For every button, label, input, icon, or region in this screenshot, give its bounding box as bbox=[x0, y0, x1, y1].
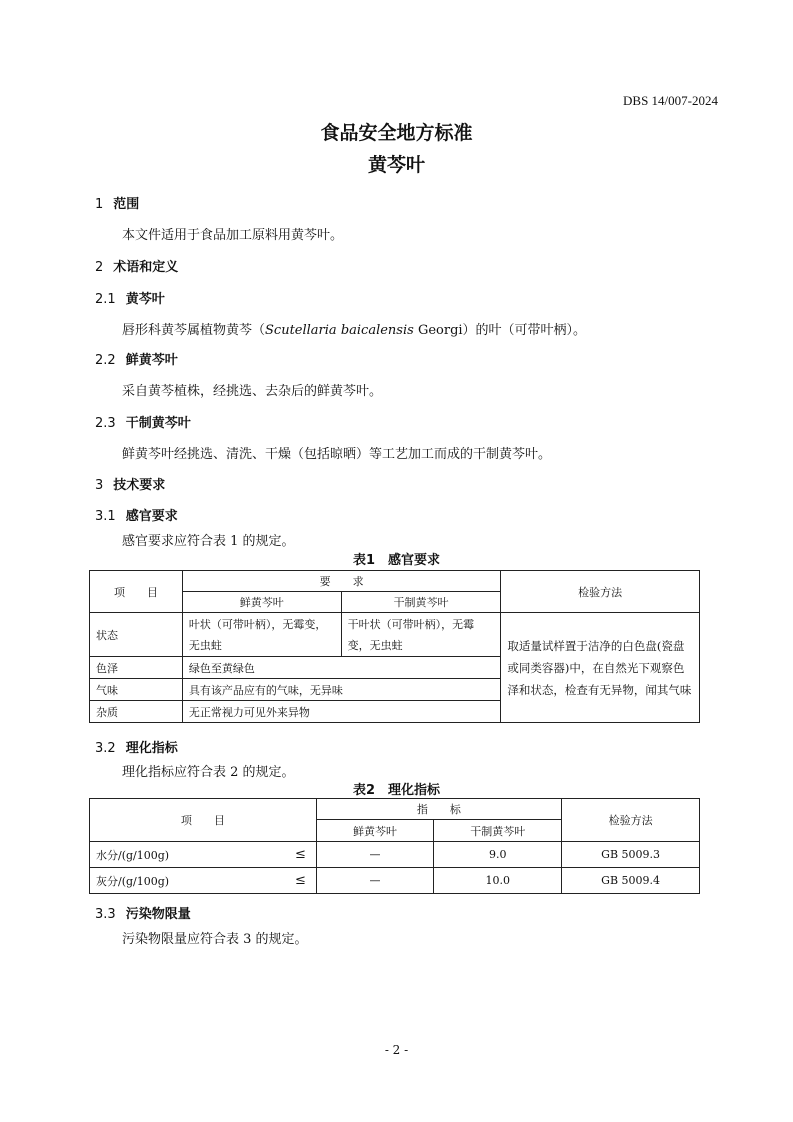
table2-cell-item: 灰分/(g/100g) bbox=[90, 868, 286, 894]
section-2-1-text: 唇形科黄芩属植物黄芩（Scutellaria baicalensis Georgi）的叶（可带叶柄）。 bbox=[122, 323, 587, 338]
table2-cell-item: 水分/(g/100g) bbox=[90, 842, 286, 868]
table1-cell-dried: 干叶状（可带叶柄），无霉变，无虫蛀 bbox=[341, 613, 501, 657]
table1-header-item: 项 目 bbox=[90, 571, 183, 613]
section-1-text: 本文件适用于食品加工原料用黄芩叶。 bbox=[122, 228, 344, 243]
table1-cell-method: 取适量试样置于洁净的白色盘(瓷盘或同类容器)中，在自然光下观察色泽和状态，检查有无异物，闻其气味 bbox=[501, 613, 700, 723]
document-code: DBS 14/007-2024 bbox=[623, 93, 718, 108]
page-number: - 2 - bbox=[384, 1043, 409, 1057]
section-3-heading: 3 技术要求 bbox=[95, 478, 166, 493]
table2-cell-fresh: — bbox=[316, 868, 434, 894]
table1-cell-both: 具有该产品应有的气味，无异味 bbox=[182, 679, 500, 701]
table2-cell-fresh: — bbox=[316, 842, 434, 868]
section-2-3-heading: 2.3 干制黄芩叶 bbox=[95, 416, 191, 431]
section-3-1-heading: 3.1 感官要求 bbox=[95, 509, 178, 524]
section-3-2-heading: 3.2 理化指标 bbox=[95, 741, 178, 756]
section-3-3-heading: 3.3 污染物限量 bbox=[95, 907, 191, 922]
table2-cell-method: GB 5009.4 bbox=[562, 868, 700, 894]
table1-cell-fresh: 叶状（可带叶柄），无霉变，无虫蛀 bbox=[182, 613, 341, 657]
section-3-1-text: 感官要求应符合表 1 的规定。 bbox=[122, 534, 295, 549]
table2-header-item: 项 目 bbox=[90, 799, 317, 842]
table2-cell-symbol: ≤ bbox=[285, 868, 316, 894]
table2-cell-method: GB 5009.3 bbox=[562, 842, 700, 868]
table1-cell-item: 状态 bbox=[90, 613, 183, 657]
table1-cell-item: 气味 bbox=[90, 679, 183, 701]
table-row bbox=[90, 842, 700, 868]
table2-cell-dried: 9.0 bbox=[434, 842, 562, 868]
table1-cell-item: 杂质 bbox=[90, 701, 183, 723]
section-2-1-heading: 2.1 黄芩叶 bbox=[95, 292, 165, 307]
table-1-caption: 表1 感官要求 bbox=[352, 553, 441, 568]
physicochemical-table bbox=[89, 798, 700, 894]
section-3-3-text: 污染物限量应符合表 3 的规定。 bbox=[122, 932, 308, 947]
section-1-heading: 1 范围 bbox=[95, 197, 140, 212]
document-subtitle: 黄芩叶 bbox=[367, 154, 425, 176]
table2-header-dried: 干制黄芩叶 bbox=[434, 820, 562, 842]
table2-cell-symbol: ≤ bbox=[285, 842, 316, 868]
table2-header-method: 检验方法 bbox=[562, 799, 700, 842]
section-2-2-text: 采自黄芩植株，经挑选、去杂后的鲜黄芩叶。 bbox=[122, 384, 383, 399]
table2-cell-dried: 10.0 bbox=[434, 868, 562, 894]
table1-cell-item: 色泽 bbox=[90, 657, 183, 679]
table2-header-index: 指 标 bbox=[316, 799, 562, 820]
latin-name: Scutellaria baicalensis bbox=[265, 323, 414, 338]
section-2-3-text: 鲜黄芩叶经挑选、清洗、干燥（包括晾晒）等工艺加工而成的干制黄芩叶。 bbox=[122, 447, 552, 462]
table1-header-method: 检验方法 bbox=[501, 571, 700, 613]
table-row bbox=[90, 613, 700, 657]
table-row bbox=[90, 868, 700, 894]
table2-header-fresh: 鲜黄芩叶 bbox=[316, 820, 434, 842]
table1-header-requirement: 要 求 bbox=[182, 571, 500, 592]
section-2-heading: 2 术语和定义 bbox=[95, 260, 179, 275]
sensory-table bbox=[89, 570, 700, 723]
table1-cell-both: 无正常视力可见外来异物 bbox=[182, 701, 500, 723]
section-3-2-text: 理化指标应符合表 2 的规定。 bbox=[122, 765, 295, 780]
table1-header-dried: 干制黄芩叶 bbox=[341, 592, 501, 613]
table-2-caption: 表2 理化指标 bbox=[352, 783, 441, 798]
table1-cell-both: 绿色至黄绿色 bbox=[182, 657, 500, 679]
document-title: 食品安全地方标准 bbox=[320, 122, 473, 144]
table1-header-fresh: 鲜黄芩叶 bbox=[182, 592, 341, 613]
section-2-2-heading: 2.2 鲜黄芩叶 bbox=[95, 353, 178, 368]
